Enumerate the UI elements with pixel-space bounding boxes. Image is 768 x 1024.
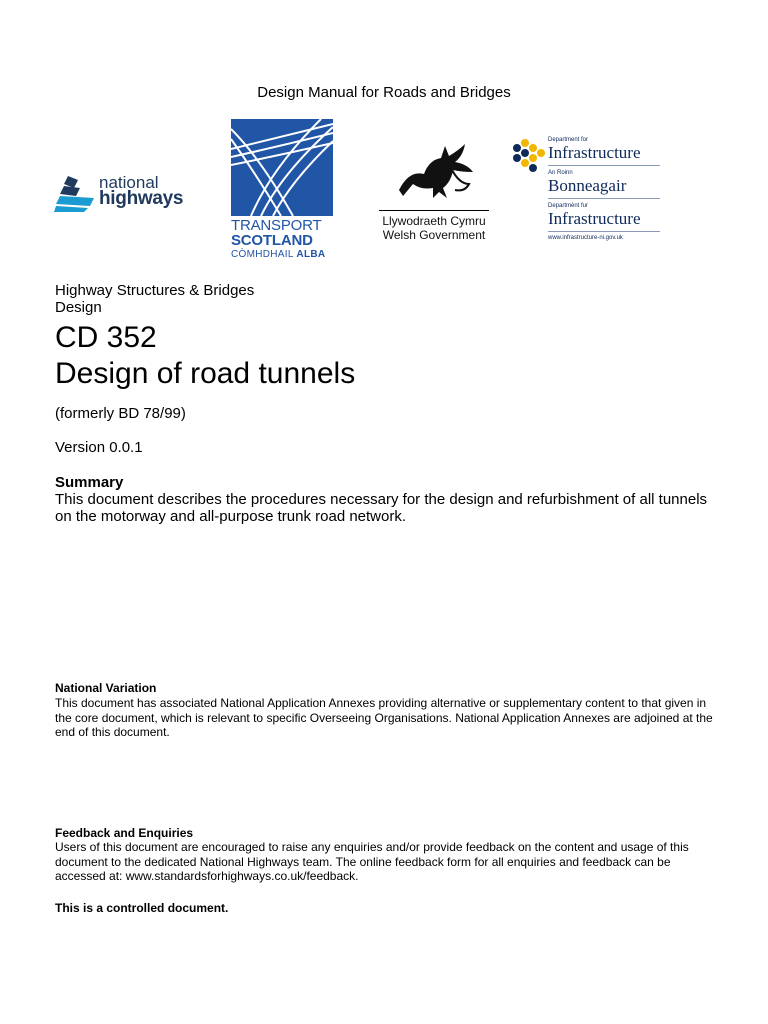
section-heading <box>55 282 254 316</box>
national-variation-text: This document has associated National Application Annexes providing alternative or supplementary content to that given in the core document, which is relevant to specific Overseeing Organisations. National Application Annexes are adjoined at the end of this document. <box>55 696 713 739</box>
controlled-document-note: This is a controlled document. <box>55 901 229 915</box>
summary-text: This document describes the procedures necessary for the design and refurbishment of all tunnels on the motorway and all-purpose trunk road network. <box>55 491 708 525</box>
manual-title: Design Manual for Roads and Bridges <box>257 84 511 101</box>
logo-strip <box>0 118 768 268</box>
feedback-text: Users of this document are encouraged to raise any enquiries and/or provide feedback on the content and usage of this document to the dedicated National Highways team. The online feedback form for all enquiries and feedback can be accessed at: www.standardsforhighways.co.uk/feedback. <box>55 840 689 883</box>
transport-scotland-line2: SCOTLAND <box>231 232 313 249</box>
national-highways-logo <box>54 174 204 218</box>
summary-heading: Summary <box>55 474 124 491</box>
dfi-hexagon-cluster-icon <box>510 138 546 174</box>
transport-scotland-logo <box>231 119 333 264</box>
section-line-2: Design <box>55 299 102 316</box>
dfi-big-1: Infrastructure <box>548 143 641 162</box>
transport-scotland-line3: CÒMHDHAIL ALBA <box>231 249 326 260</box>
dfi-small-2: An Roinn <box>548 170 573 176</box>
dfi-big-3: Infrastructure <box>548 209 641 228</box>
dfi-small-1: Department for <box>548 137 589 143</box>
transport-scotland-line1: TRANSPORT <box>231 217 322 234</box>
dfi-small-3: Departmènt fur <box>548 203 589 209</box>
feedback-heading: Feedback and Enquiries <box>55 826 194 840</box>
document-code: CD 352 <box>55 321 157 354</box>
welsh-government-logo <box>378 140 490 245</box>
transport-scotland-emblem-icon <box>231 119 333 216</box>
welsh-government-line1: Llywodraeth Cymru <box>382 214 486 228</box>
formerly-note: (formerly BD 78/99) <box>55 405 186 422</box>
welsh-dragon-icon <box>389 140 479 202</box>
section-line-1: Highway Structures & Bridges <box>55 282 255 299</box>
dfi-url: www.infrastructure-ni.gov.uk <box>548 235 623 241</box>
national-variation-heading: National Variation <box>55 681 157 695</box>
national-highways-line1: national <box>99 173 159 192</box>
dfi-logo <box>510 134 660 249</box>
document-title: Design of road tunnels <box>55 357 356 390</box>
national-highways-emblem-icon <box>54 174 98 214</box>
dfi-big-2: Bonneagair <box>548 176 627 195</box>
version-label: Version 0.0.1 <box>55 439 143 456</box>
welsh-government-line2: Welsh Government <box>382 228 486 242</box>
national-highways-line2: highways <box>99 188 184 209</box>
